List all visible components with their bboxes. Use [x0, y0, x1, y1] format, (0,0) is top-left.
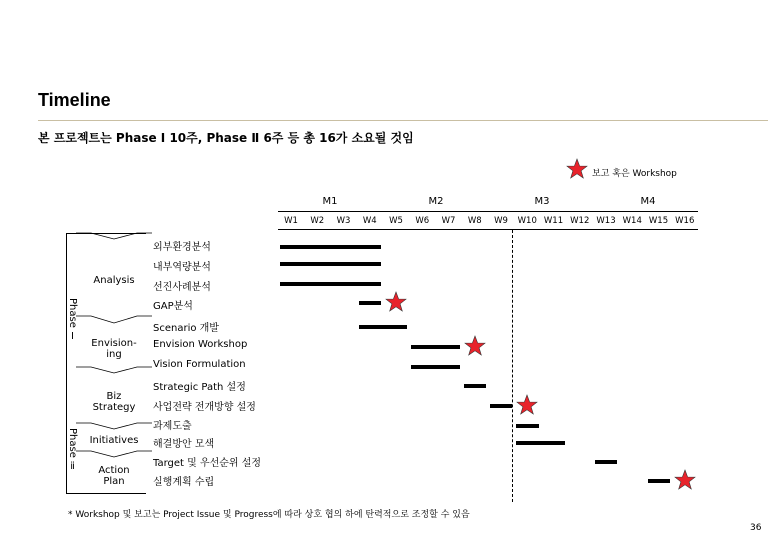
- milestone-star-icon: [674, 469, 696, 491]
- category-action-plan: Action Plan: [98, 465, 130, 487]
- task-label: 외부환경분석: [153, 242, 211, 253]
- task-label: 과제도출: [153, 421, 192, 432]
- week-label-w7: W7: [441, 216, 456, 226]
- gantt-bar: [490, 404, 512, 408]
- week-label-w4: W4: [362, 216, 377, 226]
- task-label: 사업전략 전개방향 설정: [153, 402, 256, 413]
- week-label-w12: W12: [570, 216, 590, 226]
- week-label-w2: W2: [310, 216, 325, 226]
- legend-star-icon: [566, 158, 588, 180]
- category-chevrons: [76, 233, 152, 495]
- week-label-w16: W16: [675, 216, 695, 226]
- category-biz-strategy: Biz Strategy: [92, 391, 136, 413]
- page-title: Timeline: [38, 90, 111, 110]
- gantt-bar: [648, 479, 670, 483]
- task-label: Vision Formulation: [153, 359, 246, 370]
- phase-2-label: Phase ⅱ: [67, 428, 78, 473]
- page-subtitle: 본 프로젝트는 Phase Ⅰ 10주, Phase Ⅱ 6주 등 총 16가 소요될 것임: [38, 131, 414, 145]
- gantt-bar: [359, 325, 408, 329]
- milestone-star-icon: [516, 394, 538, 416]
- gantt-bar: [280, 262, 381, 266]
- phase-1-label: Phase Ⅰ: [67, 298, 78, 343]
- page-number: 36: [750, 523, 762, 533]
- week-label-w15: W15: [648, 216, 669, 226]
- week-label-w9: W9: [494, 216, 508, 226]
- task-label: Scenario 개발: [153, 323, 219, 334]
- task-label: 선진사례분석: [153, 282, 211, 293]
- task-label: Strategic Path 설정: [153, 382, 246, 393]
- task-label: Envision Workshop: [153, 339, 248, 350]
- gantt-bar: [280, 245, 381, 249]
- week-label-w13: W13: [596, 216, 616, 226]
- category-analysis: Analysis: [93, 275, 135, 286]
- week-label-w1: W1: [284, 216, 298, 226]
- task-label: GAP분석: [153, 301, 193, 312]
- task-label: 해결방안 모색: [153, 439, 215, 450]
- week-label-w11: W11: [543, 216, 564, 226]
- legend-label: 보고 혹은 Workshop: [592, 169, 677, 179]
- week-label-w5: W5: [389, 216, 403, 226]
- gantt-bar: [516, 441, 565, 445]
- week-label-w14: W14: [622, 216, 642, 226]
- task-label: 실행계획 수립: [153, 477, 215, 488]
- category-envisioning: Envision- ing: [91, 338, 137, 360]
- week-underline: [278, 229, 698, 230]
- gantt-bar: [411, 365, 460, 369]
- gantt-bar: [595, 460, 617, 464]
- gantt-bar: [359, 301, 381, 305]
- title-divider: [38, 120, 768, 121]
- week-label-w3: W3: [336, 216, 351, 226]
- category-initiatives: Initiatives: [89, 435, 139, 446]
- week-label-w6: W6: [415, 216, 430, 226]
- gantt-bar: [516, 424, 538, 428]
- gantt-bar: [280, 282, 381, 286]
- phase-divider-line: [512, 230, 513, 502]
- task-label: Target 및 우선순위 설정: [153, 458, 262, 469]
- month-m2: M2: [428, 196, 444, 207]
- month-m4: M4: [640, 196, 656, 207]
- month-underline: [278, 211, 698, 212]
- month-m3: M3: [534, 196, 550, 207]
- month-m1: M1: [322, 196, 338, 207]
- footnote: * Workshop 및 보고는 Project Issue 및 Progress에 따라 상호 협의 하에 탄력적으로 조정할 수 있음: [68, 510, 470, 520]
- gantt-bar: [464, 384, 486, 388]
- task-label: 내부역량분석: [153, 262, 211, 273]
- week-label-w10: W10: [517, 216, 537, 226]
- milestone-star-icon: [464, 335, 486, 357]
- week-label-w8: W8: [467, 216, 482, 226]
- milestone-star-icon: [385, 291, 407, 313]
- gantt-bar: [411, 345, 460, 349]
